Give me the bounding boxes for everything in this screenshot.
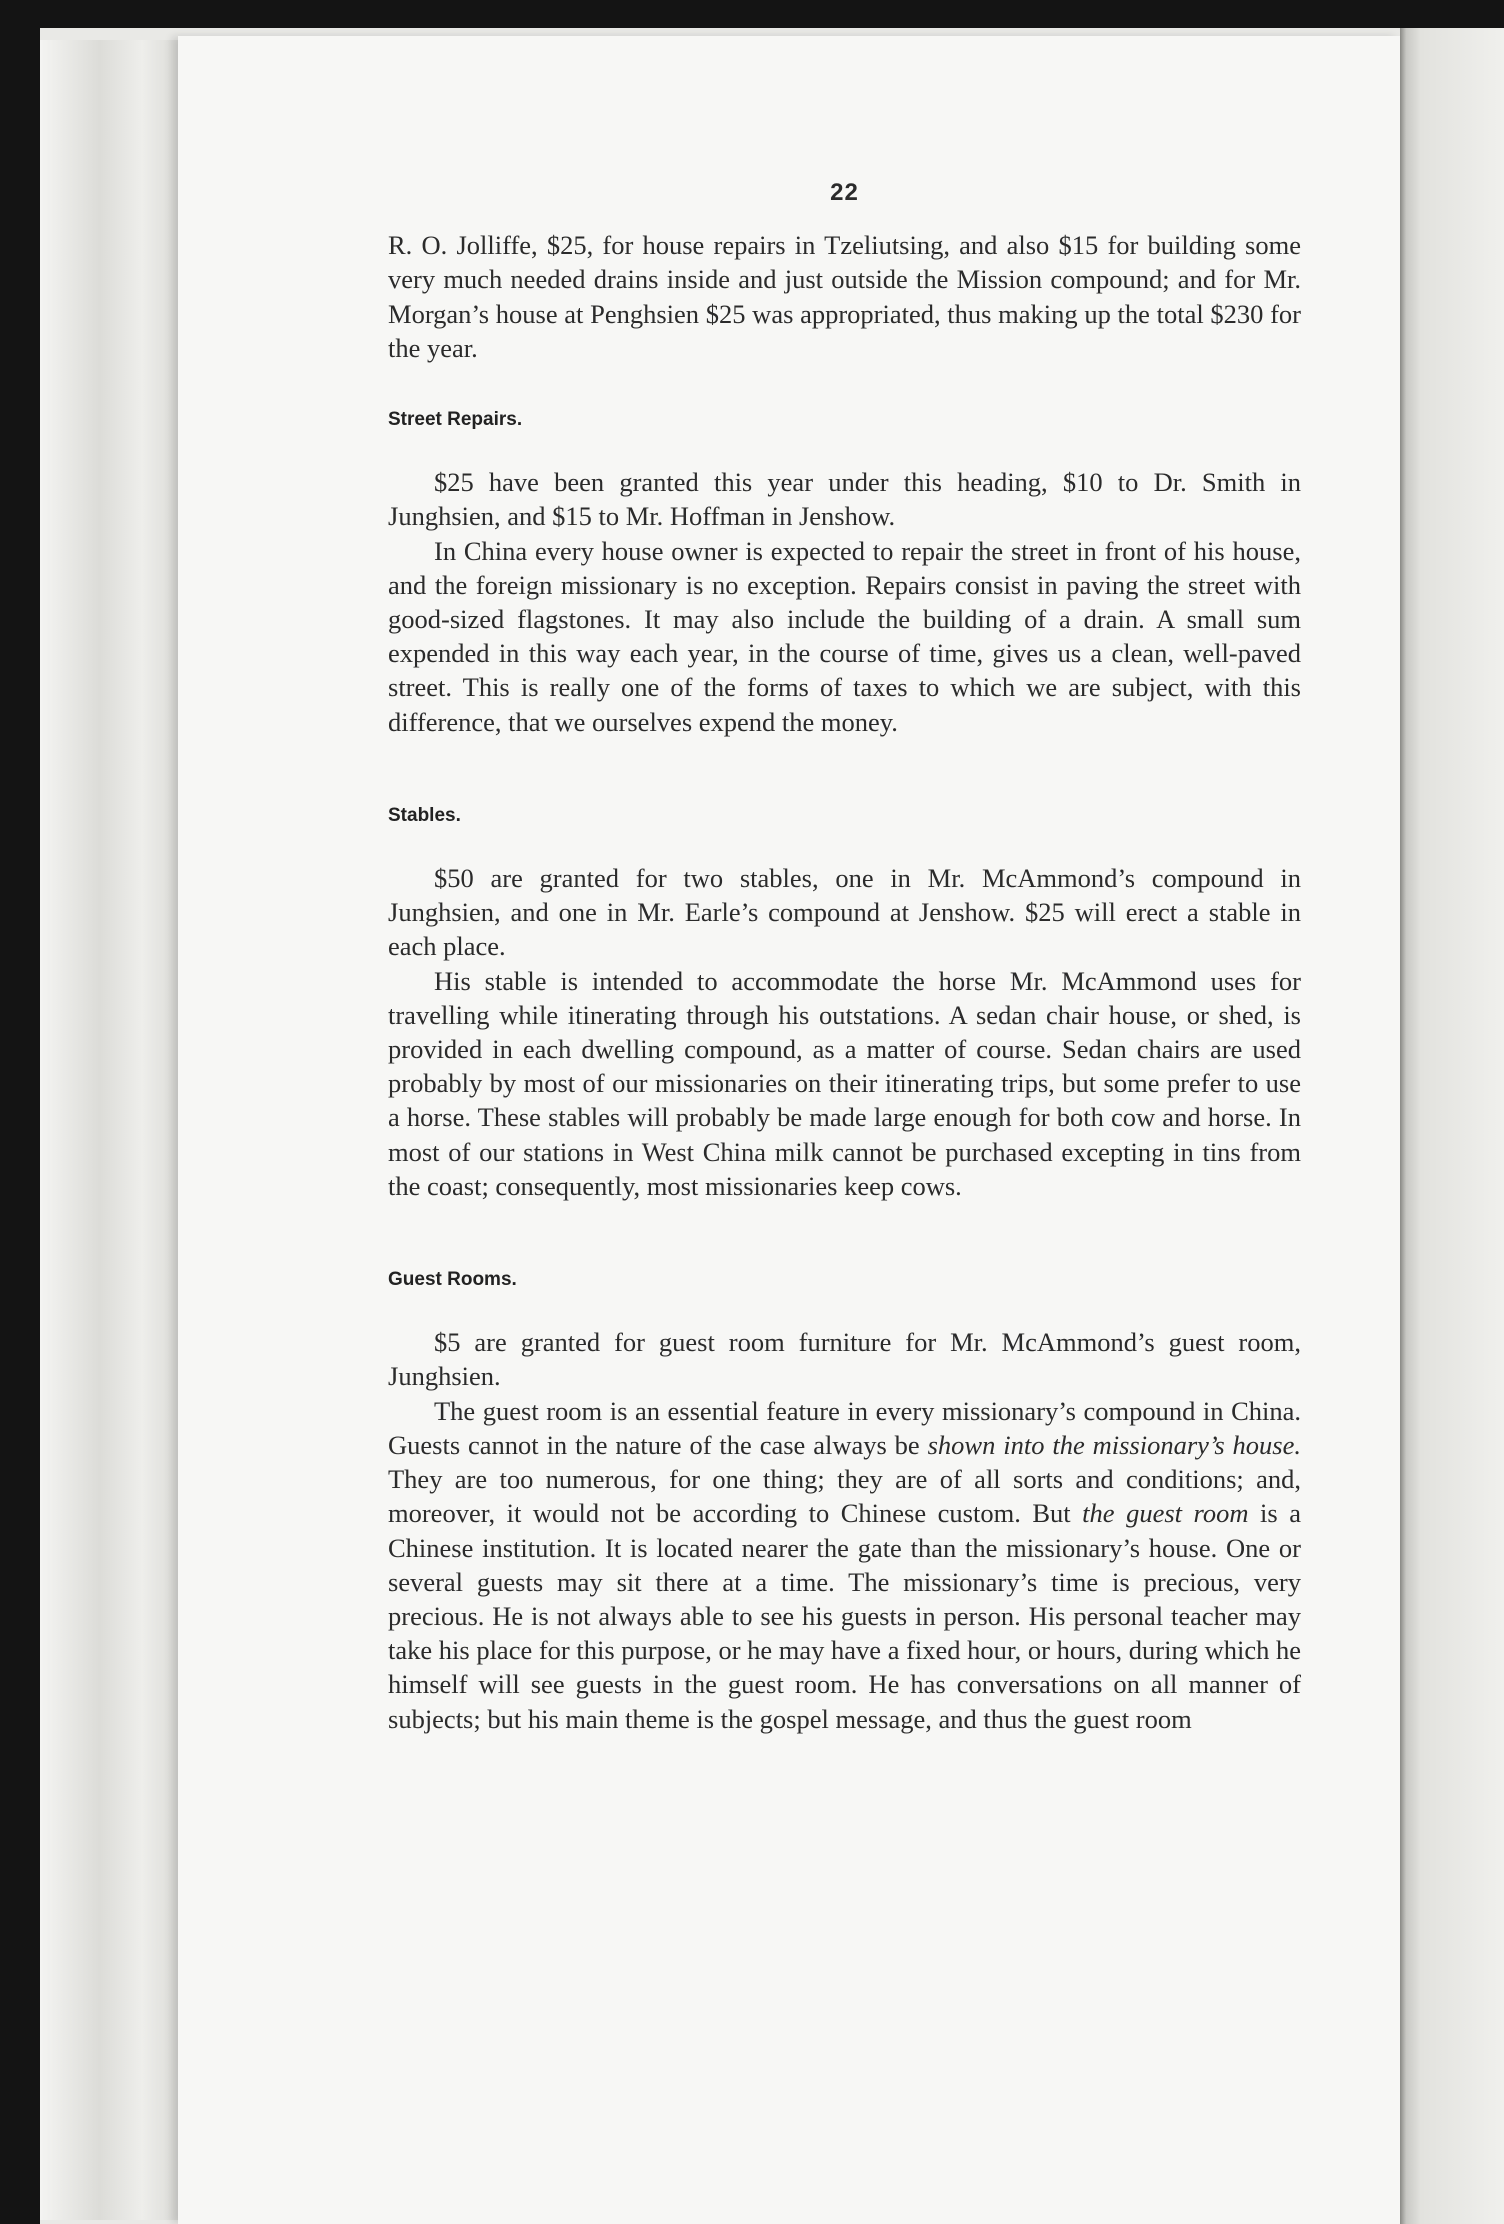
street-repairs-paragraph-2: In China every house owner is expected to repair the street in front of his house, and the foreign missionary is no exception. Repairs consist in paving the street with good-sized flagstones. It may also include the building of a drain. A small sum expended in this way each year, in the course of time, gives us a clean, well-paved street. This is really one of the forms of taxes to which we are subject, with this difference, that we ourselves expend the money.: [388, 535, 1301, 737]
guest-rooms-paragraph-1: $5 are granted for guest room furniture for Mr. McAmmond’s guest room, Junghsien.: [388, 1327, 1301, 1392]
guest-rooms-emphasis-1: shown into the missionary’s house.: [927, 1429, 1302, 1460]
stables-paragraph-2: His stable is intended to accommodate the horse Mr. McAmmond uses for travelling while itinerating through his outstations. A sedan chair house, or shed, is provided in each dwelling compound, as a matter of course. Sedan chairs are used probably by most of our missionaries on their itinerating trips, but some prefer to use a horse. These stables will probably be made large enough for both cow and horse. In most of our stations in West China milk cannot be purchased excepting in tins from the coast; consequently, most missionaries keep cows.: [388, 965, 1301, 1201]
page-content: [388, 176, 1301, 1736]
page-number: 22: [830, 179, 859, 206]
intro-paragraph: R. O. Jolliffe, $25, for house repairs in Tzeliutsing, and also $15 for building some very much needed drains inside and just outside the Mission compound; and for Mr. Morgan’s house at Penghsien $25 was appropriated, thus making up the total $230 for the year.: [388, 230, 1301, 363]
guest-rooms-text-b: They are too numerous, for one thing; they are of all sorts and conditions; and, moreover, it would not be according to Chinese custom. But: [388, 1464, 1301, 1529]
scanned-page: [178, 36, 1400, 2224]
guest-rooms-text-a: The guest room is an essential feature in every missionary’s compound in China. Guests cannot in the nature of the case always be: [388, 1395, 1301, 1460]
guest-rooms-emphasis-2: the guest room: [1082, 1498, 1249, 1529]
heading-street-repairs: Street Repairs.: [388, 409, 523, 431]
page-edges-right: [1400, 28, 1504, 2224]
heading-stables: Stables.: [388, 804, 461, 826]
guest-rooms-paragraph-2: [388, 1394, 1301, 1736]
heading-guest-rooms: Guest Rooms.: [388, 1269, 517, 1291]
street-repairs-paragraph-1: $25 have been granted this year under this heading, $10 to Dr. Smith in Junghsien, and $15 to Mr. Hoffman in Jenshow.: [388, 467, 1301, 532]
guest-rooms-text-c: is a Chinese institution. It is located nearer the gate than the missionary’s house. One or several guests may sit there at a time. The missionary’s time is precious, very precious. He is not always able to see his guests in person. His personal teacher may take his place for this purpose, or he may have a fixed hour, or hours, during which he himself will see guests in the guest room. He has conversations on all manner of subjects; but his main theme is the gospel message, and thus the guest room: [388, 1498, 1302, 1734]
stables-paragraph-1: $50 are granted for two stables, one in Mr. McAmmond’s compound in Junghsien, and one in Mr. Earle’s compound at Jenshow. $25 will erect a stable in each place.: [388, 863, 1301, 962]
